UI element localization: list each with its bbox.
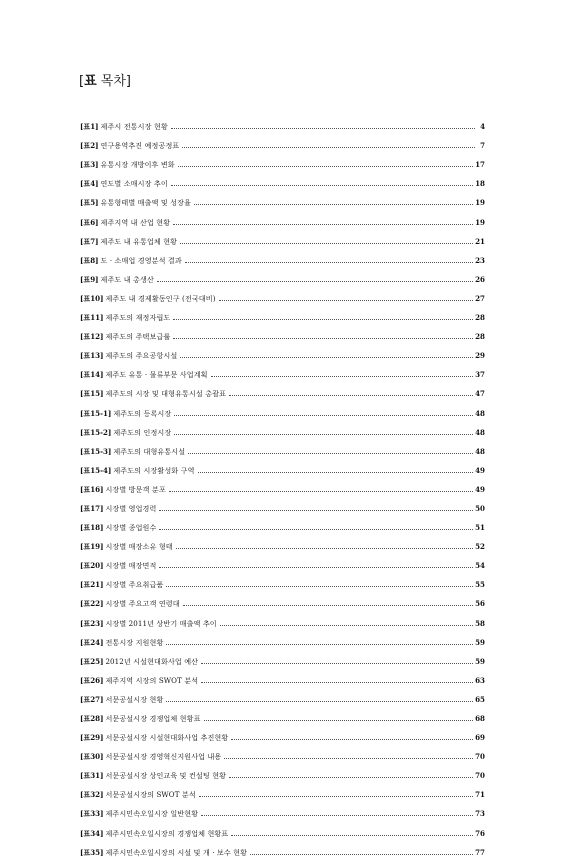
- toc-leader-dots: [211, 376, 474, 377]
- toc-entry-tag: [표5]: [80, 198, 99, 208]
- toc-entry-title: 제주도의 시장활성화 구역: [113, 465, 195, 475]
- toc-entry-title: 제주지역 시장의 SWOT 분석: [105, 675, 199, 685]
- toc-entry-title: 시장별 방문객 분포: [105, 484, 166, 494]
- toc-entry-tag: [표26]: [80, 675, 104, 685]
- toc-leader-dots: [183, 605, 473, 606]
- toc-entry-title: 시장별 매장소유 형태: [105, 542, 173, 552]
- toc-entry-page: 73: [475, 809, 485, 819]
- toc-leader-dots: [224, 758, 473, 759]
- toc-entry-tag: [표28]: [80, 714, 104, 723]
- toc-entry[interactable]: [80, 513, 485, 532]
- toc-entry-page: 26: [475, 274, 485, 284]
- toc-entry[interactable]: [80, 685, 485, 704]
- toc-entry-title: 시장별 종업원수: [105, 523, 157, 533]
- toc-entry[interactable]: [80, 666, 485, 685]
- toc-entry-page: 65: [475, 694, 485, 704]
- toc-entry-page: 21: [475, 236, 485, 246]
- toc-entry-tag: [표2]: [80, 141, 99, 151]
- toc-entry-page: 29: [475, 351, 485, 361]
- toc-leader-dots: [201, 815, 473, 816]
- toc-entry-title: 제주도 내 총생산: [100, 274, 154, 284]
- toc-entry-page: 51: [475, 523, 485, 533]
- toc-entry[interactable]: [80, 723, 485, 742]
- toc-entry[interactable]: [80, 780, 485, 799]
- toc-leader-dots: [194, 204, 473, 205]
- toc-entry-title: 제주지역 내 산업 현황: [100, 217, 171, 227]
- toc-entry[interactable]: [80, 322, 485, 341]
- table-of-contents: [80, 112, 485, 857]
- toc-entry-title: 시장별 주요고객 연령대: [105, 599, 180, 609]
- toc-entry-tag: [표31]: [80, 771, 104, 781]
- toc-entry-page: 18: [475, 179, 485, 189]
- toc-entry-tag: [표8]: [80, 255, 99, 265]
- toc-entry[interactable]: [80, 551, 485, 570]
- toc-entry-tag: [표24]: [80, 637, 104, 647]
- toc-entry-tag: [표3]: [80, 160, 99, 170]
- toc-entry-title: 제주도의 시장 및 대형유통시설 총괄표: [105, 389, 227, 399]
- toc-entry-page: 58: [475, 618, 485, 628]
- toc-entry-tag: [표13]: [80, 351, 104, 361]
- toc-entry-title: 서문공설시장의 SWOT 분석: [105, 790, 196, 800]
- toc-entry-title: 제주시민속오일시장 일반현황: [105, 809, 199, 819]
- toc-leader-dots: [176, 548, 473, 549]
- toc-entry-title: 제주도의 대형유통시설: [113, 446, 186, 456]
- toc-leader-dots: [182, 147, 475, 148]
- toc-entry-tag: [표18]: [80, 523, 104, 533]
- toc-leader-dots: [201, 663, 473, 664]
- toc-entry-page: 76: [475, 828, 485, 838]
- toc-entry-tag: [표9]: [80, 274, 99, 284]
- toc-entry[interactable]: [80, 437, 485, 456]
- toc-entry-title: 제주도의 인정시장: [113, 427, 172, 437]
- toc-entry-tag: [표32]: [80, 790, 104, 800]
- toc-entry-page: 52: [475, 542, 485, 552]
- toc-entry-tag: [표15-4]: [80, 465, 112, 475]
- toc-entry[interactable]: [80, 494, 485, 513]
- toc-entry-tag: [표19]: [80, 542, 104, 552]
- toc-entry[interactable]: [80, 838, 485, 857]
- toc-entry-tag: [표33]: [80, 809, 104, 819]
- toc-entry[interactable]: [80, 761, 485, 780]
- toc-entry-title: 제주시민속오일시장의 시설 및 개 · 보수 현황: [105, 847, 248, 857]
- toc-entry-tag: [표27]: [80, 694, 104, 704]
- toc-entry-tag: [표16]: [80, 484, 104, 494]
- toc-entry-page: 56: [475, 599, 485, 609]
- toc-entry[interactable]: [80, 608, 485, 627]
- toc-entry-page: 50: [475, 503, 485, 513]
- toc-leader-dots: [166, 586, 473, 587]
- toc-entry-tag: [표15-1]: [80, 408, 112, 418]
- toc-entry-tag: [표11]: [80, 313, 104, 323]
- toc-entry-tag: [표6]: [80, 217, 99, 227]
- toc-entry-tag: [표10]: [80, 293, 104, 303]
- toc-leader-dots: [166, 644, 473, 645]
- toc-entry[interactable]: [80, 818, 485, 837]
- toc-entry-page: 28: [475, 332, 485, 342]
- toc-leader-dots: [171, 185, 473, 186]
- toc-entry[interactable]: [80, 742, 485, 761]
- toc-leader-dots: [199, 796, 473, 797]
- toc-entry-page: 47: [475, 389, 485, 399]
- toc-leader-dots: [178, 166, 473, 167]
- toc-entry-title: 전통시장 지원현황: [105, 637, 164, 647]
- toc-entry-title: 제주도의 주택보급률: [105, 332, 171, 342]
- toc-entry-tag: [표22]: [80, 599, 104, 609]
- toc-entry-page: 48: [475, 427, 485, 437]
- toc-entry-page: 71: [475, 790, 485, 800]
- toc-entry-page: 59: [475, 656, 485, 666]
- toc-entry-tag: [표12]: [80, 332, 104, 342]
- toc-entry[interactable]: [80, 150, 485, 169]
- toc-leader-dots: [169, 491, 473, 492]
- toc-entry[interactable]: [80, 475, 485, 494]
- toc-leader-dots: [220, 625, 473, 626]
- toc-entry-page: 27: [475, 293, 485, 303]
- toc-leader-dots: [250, 854, 473, 855]
- toc-entry-page: 37: [475, 370, 485, 380]
- toc-leader-dots: [188, 453, 473, 454]
- toc-leader-dots: [174, 434, 473, 435]
- toc-entry-tag: [표17]: [80, 503, 104, 513]
- toc-entry-page: 55: [475, 580, 485, 590]
- toc-leader-dots: [231, 835, 473, 836]
- toc-entry[interactable]: [80, 284, 485, 303]
- toc-entry-title: 도 · 소매업 경영분석 결과: [100, 255, 182, 265]
- toc-entry-page: 49: [475, 465, 485, 475]
- toc-entry[interactable]: [80, 227, 485, 246]
- toc-entry-page: 4: [480, 122, 485, 132]
- toc-entry-page: 77: [475, 847, 485, 857]
- toc-entry[interactable]: [80, 246, 485, 265]
- toc-entry-tag: [표15]: [80, 389, 104, 399]
- toc-entry-tag: [표35]: [80, 847, 104, 857]
- toc-entry-tag: [표29]: [80, 733, 104, 743]
- toc-entry[interactable]: [80, 570, 485, 589]
- toc-entry[interactable]: [80, 647, 485, 666]
- toc-entry-title: 서문공설시장 경쟁업체 현황표: [105, 714, 201, 723]
- toc-entry-page: 48: [475, 408, 485, 418]
- toc-entry[interactable]: [80, 418, 485, 437]
- toc-leader-dots: [173, 319, 473, 320]
- toc-leader-dots: [159, 567, 473, 568]
- toc-leader-dots: [231, 739, 473, 740]
- toc-entry-tag: [표21]: [80, 580, 104, 590]
- toc-entry-tag: [표1]: [80, 122, 99, 132]
- toc-entry-page: 54: [475, 561, 485, 571]
- toc-entry-page: 19: [475, 198, 485, 208]
- toc-entry[interactable]: [80, 169, 485, 188]
- toc-entry-title: 시장별 영업경력: [105, 503, 157, 513]
- toc-entry-tag: [표23]: [80, 618, 104, 628]
- toc-leader-dots: [180, 243, 473, 244]
- toc-entry[interactable]: [80, 398, 485, 417]
- toc-entry-tag: [표15-2]: [80, 427, 112, 437]
- toc-entry-title: 서문공설시장 현황: [105, 694, 164, 704]
- toc-leader-dots: [174, 415, 473, 416]
- toc-entry[interactable]: [80, 265, 485, 284]
- toc-entry-title: 시장별 주요취급품: [105, 580, 164, 590]
- toc-entry-title: 제주시 전통시장 현황: [100, 122, 168, 132]
- toc-entry[interactable]: [80, 532, 485, 551]
- toc-entry-tag: [표34]: [80, 828, 104, 838]
- toc-leader-dots: [173, 338, 473, 339]
- toc-entry-page: 28: [475, 313, 485, 323]
- toc-leader-dots: [219, 300, 474, 301]
- toc-entry-title: 서문공설시장 상인교육 및 컨설팅 현황: [105, 771, 227, 781]
- toc-entry-tag: [표25]: [80, 656, 104, 666]
- page-title: [표 목차]: [79, 74, 131, 89]
- toc-entry[interactable]: [80, 207, 485, 226]
- toc-entry-page: 59: [475, 637, 485, 647]
- toc-entry-page: 19: [475, 217, 485, 227]
- toc-leader-dots: [201, 682, 473, 683]
- toc-entry-tag: [표20]: [80, 561, 104, 571]
- toc-leader-dots: [229, 777, 473, 778]
- toc-entry-title: 연도별 소매시장 추이: [100, 179, 168, 189]
- toc-entry-title: 유통시장 개방이후 변화: [100, 160, 175, 170]
- toc-entry-page: 23: [475, 255, 485, 265]
- toc-entry-page: 70: [475, 771, 485, 781]
- toc-entry[interactable]: [80, 341, 485, 360]
- toc-entry-tag: [표7]: [80, 236, 99, 246]
- toc-leader-dots: [204, 720, 474, 721]
- toc-entry-page: 17: [475, 160, 485, 170]
- toc-leader-dots: [229, 395, 473, 396]
- toc-leader-dots: [198, 472, 474, 473]
- toc-entry[interactable]: [80, 628, 485, 647]
- toc-entry-tag: [표15-3]: [80, 446, 112, 456]
- toc-entry-title: 제주시민속오일시장의 경쟁업체 현황표: [105, 828, 229, 838]
- toc-entry-title: 제주도의 등록시장: [113, 408, 172, 418]
- toc-entry-title: 유통형태별 매출액 및 성장율: [100, 198, 192, 208]
- toc-entry-title: 서문공설시장 경영혁신지원사업 내용: [105, 752, 222, 762]
- toc-entry-tag: [표14]: [80, 370, 104, 380]
- toc-entry-title: 제주도 유통 · 물류부문 사업계획: [105, 370, 208, 380]
- toc-entry-page: 48: [475, 446, 485, 456]
- toc-entry[interactable]: [80, 303, 485, 322]
- toc-leader-dots: [159, 510, 473, 511]
- toc-entry-tag: [표4]: [80, 179, 99, 189]
- toc-entry-title: 제주도 내 유통업체 현황: [100, 236, 178, 246]
- toc-entry[interactable]: [80, 704, 485, 723]
- toc-leader-dots: [185, 262, 473, 263]
- toc-entry[interactable]: [80, 131, 485, 150]
- toc-entry-title: 제주도의 주요공항시설: [105, 351, 178, 361]
- toc-entry[interactable]: [80, 360, 485, 379]
- toc-entry-page: 7: [480, 141, 485, 151]
- toc-entry-title: 시장별 2011년 상반기 매출액 추이: [105, 618, 217, 628]
- toc-leader-dots: [180, 357, 473, 358]
- toc-entry[interactable]: [80, 456, 485, 475]
- toc-entry-page: 63: [475, 675, 485, 685]
- toc-leader-dots: [157, 281, 473, 282]
- toc-entry-tag: [표30]: [80, 752, 104, 762]
- toc-entry-title: 2012년 시설현대화사업 예산: [105, 656, 199, 666]
- toc-leader-dots: [173, 224, 473, 225]
- toc-entry[interactable]: [80, 112, 485, 131]
- toc-leader-dots: [166, 701, 473, 702]
- toc-entry-title: 서문공설시장 시설현대화사업 추진현황: [105, 733, 229, 743]
- toc-entry[interactable]: [80, 379, 485, 398]
- toc-entry-page: 70: [475, 752, 485, 762]
- toc-entry[interactable]: [80, 188, 485, 207]
- toc-entry-title: 시장별 매장면적: [105, 561, 157, 571]
- toc-entry-title: 제주도 내 경제활동인구 (전국대비): [105, 293, 216, 303]
- toc-entry-page: 68: [475, 714, 485, 723]
- toc-entry-page: 49: [475, 484, 485, 494]
- toc-leader-dots: [171, 128, 475, 129]
- toc-entry[interactable]: [80, 799, 485, 818]
- toc-entry-title: 제주도의 재정자립도: [105, 313, 171, 323]
- toc-leader-dots: [159, 529, 473, 530]
- toc-entry-page: 69: [475, 733, 485, 743]
- toc-entry-title: 연구용역추진 예정공정표: [100, 141, 180, 151]
- toc-entry[interactable]: [80, 589, 485, 608]
